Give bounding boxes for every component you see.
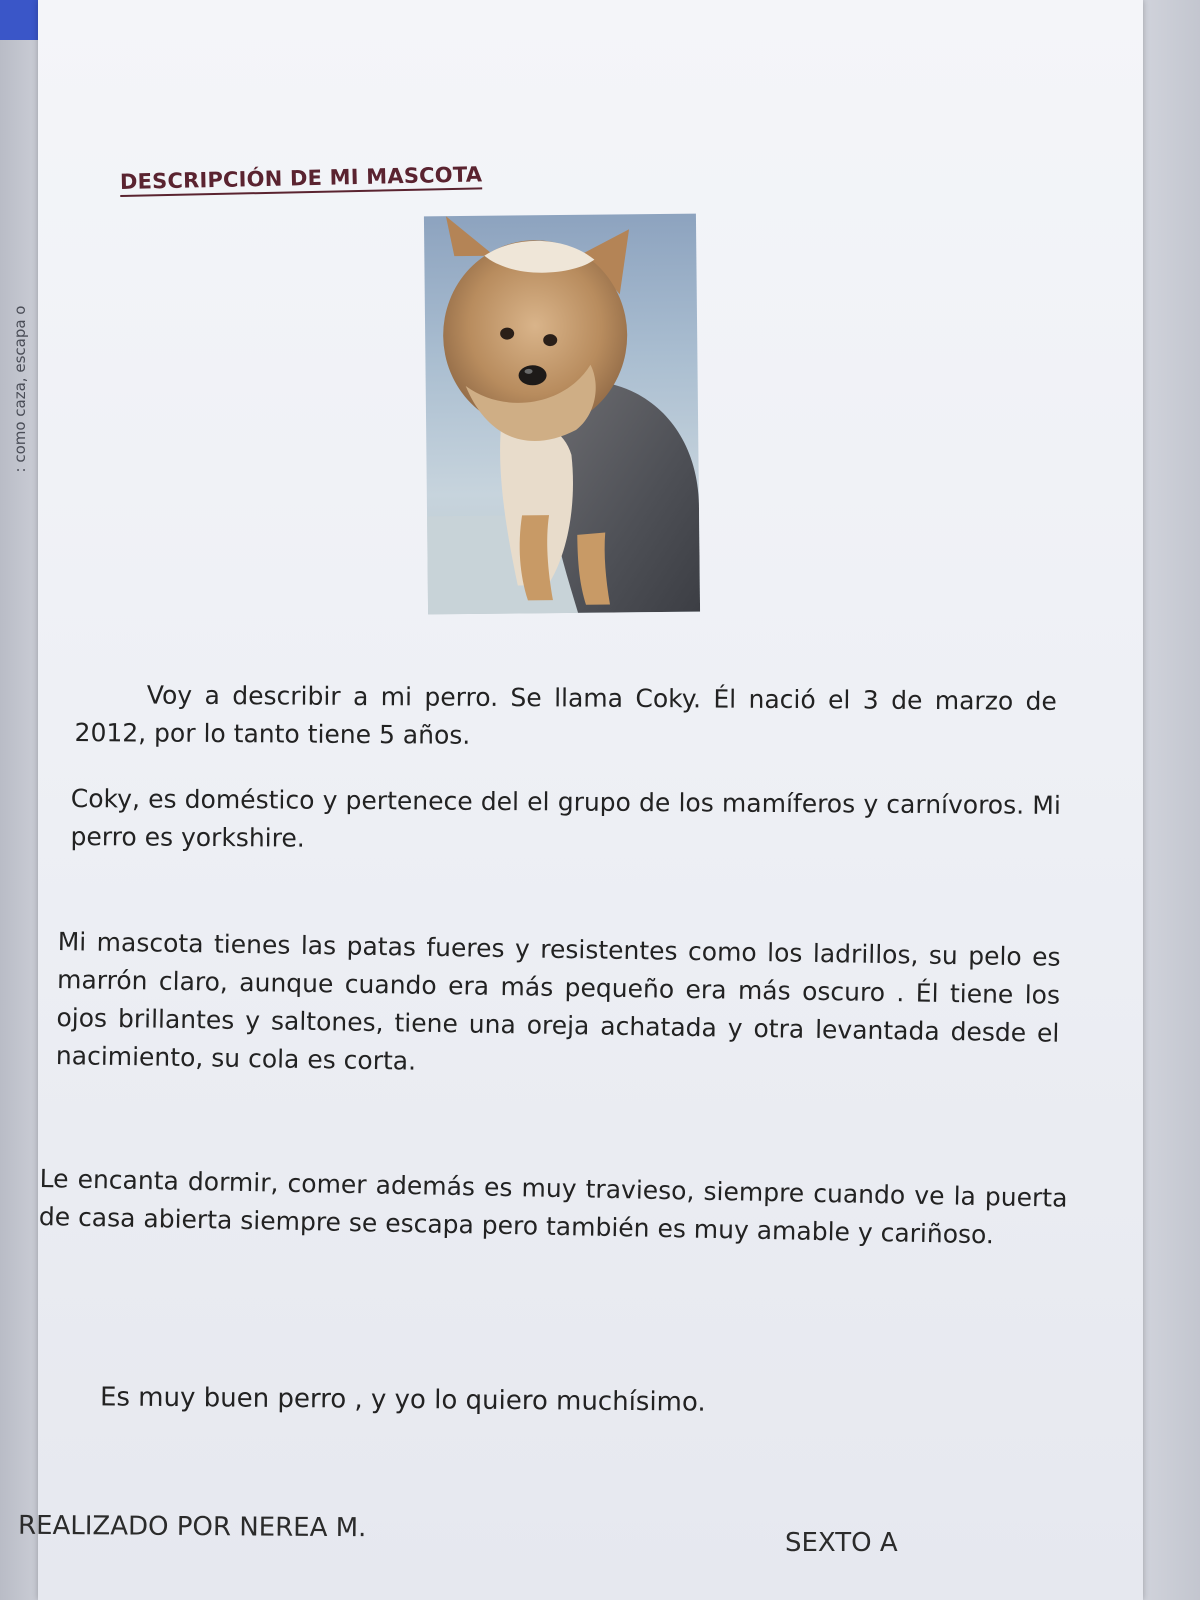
dog-illustration — [424, 214, 700, 615]
background-sheet-text: : como caza, escapa o — [11, 305, 29, 473]
closing-sentence: Es muy buen perro , y yo lo quiero muchísimo. — [99, 1382, 706, 1418]
document-page — [38, 0, 1143, 1600]
paragraph-appearance: Mi mascota tienes las patas fueres y resistentes como los ladrillos, su pelo es marrón claro, aunque cuando era más pequeño era más oscuro . Él tiene los ojos brillantes y saltones, tiene una oreja achatada y otra levantada desde el nacimiento, su cola es corta. — [55, 926, 1061, 1076]
document-title: DESCRIPCIÓN DE MI MASCOTA — [120, 162, 483, 197]
class-label: SEXTO A — [785, 1528, 898, 1558]
dog-photo — [424, 214, 700, 615]
author-credit: REALIZADO POR NEREA M. — [17, 1510, 367, 1544]
paragraph-intro: Voy a describir a mi perro. Se llama Coky. Él nació el 3 de marzo de 2012, por lo tanto tiene 5 años. — [74, 680, 1057, 750]
paragraph-behavior: Le encanta dormir, comer además es muy travieso, siempre cuando ve la puerta de casa abierta siempre se escapa pero también es muy amable y cariñoso. — [38, 1163, 1068, 1250]
paragraph-classification: Coky, es doméstico y pertenece del el grupo de los mamíferos y carnívoros. Mi perro es yorkshire. — [70, 783, 1061, 853]
